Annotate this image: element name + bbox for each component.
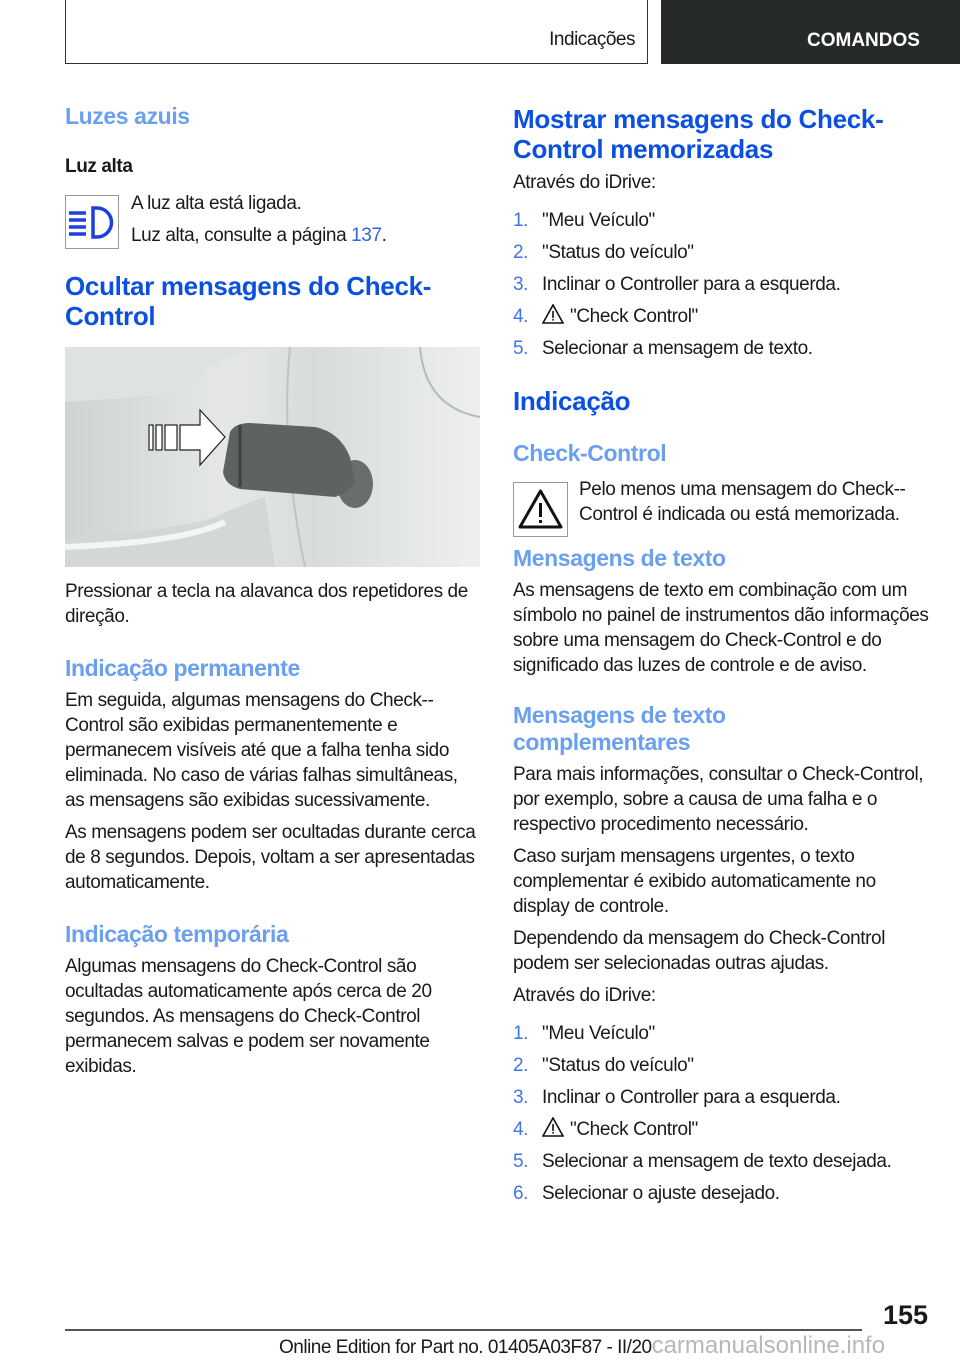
- list-item: [513, 336, 931, 368]
- list-item: [513, 272, 931, 304]
- edition-text: Online Edition for Part no. 01405A03F87 - II/20: [279, 1337, 652, 1358]
- list-item: [513, 240, 931, 272]
- step-number: 5.: [513, 1151, 529, 1172]
- step-text: Inclinar o Controller para a esquerda.: [542, 274, 841, 295]
- luz-alta-text: A luz alta está ligada.: [131, 193, 302, 214]
- idrive-label-2: Através do iDrive:: [513, 985, 656, 1006]
- step-number: 3.: [513, 274, 529, 295]
- list-item: [513, 1053, 931, 1085]
- page-link-137[interactable]: 137: [351, 225, 382, 246]
- list-item: [513, 208, 931, 240]
- high-beam-icon: [65, 195, 119, 249]
- watermark: carmanualsonline.info: [651, 1332, 886, 1359]
- luz-alta-ref: Luz alta, consulte a página: [131, 225, 352, 246]
- list-item: [513, 304, 931, 336]
- warning-triangle-icon: [542, 1117, 564, 1137]
- step-text: "Meu Veículo": [542, 1023, 655, 1044]
- heading-mensagens-complementares: Mensagens de texto complementares: [513, 702, 726, 755]
- heading-mensagens-texto: Mensagens de texto: [513, 545, 726, 571]
- header-section: [65, 0, 648, 64]
- list-item: [513, 1021, 931, 1053]
- msg-text: As mensagens de texto em combinação com um símbolo no painel de instrumentos dão informações sobre uma mensagem do Check-Control e do significado das luzes de controle e de aviso.: [513, 580, 929, 676]
- heading-indicacao-temporaria: Indicação temporária: [65, 921, 289, 947]
- step-text: "Check Control": [570, 1119, 698, 1140]
- warning-triangle-icon: [542, 304, 564, 324]
- perm-text-1: Em seguida, algumas mensagens do Check--Control são exibidas permanentemente e permanecem visíveis até que a falha tenha sido eliminada. No caso de várias falhas simultâneas, as mensagens são exibidas sucessivamente.: [65, 690, 458, 811]
- step-number: 6.: [513, 1183, 529, 1204]
- footer-divider: [65, 1329, 862, 1331]
- warning-triangle-icon: [513, 482, 568, 537]
- idrive-label: Através do iDrive:: [513, 172, 656, 193]
- chapter-title: COMANDOS: [807, 30, 920, 51]
- heading-luz-alta: Luz alta: [65, 156, 133, 177]
- temp-text: Algumas mensagens do Check-Control são ocultadas automaticamente após cerca de 20 segundos. As mensagens do Check-Control permanecem salvas e podem ser novamente exibidas.: [65, 956, 432, 1077]
- header-chapter: [661, 0, 960, 64]
- heading-mostrar: Mostrar mensagens do Check-Control memorizadas: [513, 104, 884, 164]
- heading-ocultar: Ocultar mensagens do Check-Control: [65, 271, 432, 331]
- lever-caption: Pressionar a tecla na alavanca dos repetidores de direção.: [65, 581, 468, 627]
- step-number: 4.: [513, 306, 529, 327]
- steps-list-1: [513, 208, 931, 368]
- compl-text-3: Dependendo da mensagem do Check-Control podem ser selecionadas outras ajudas.: [513, 928, 886, 974]
- step-text: "Status do veículo": [542, 242, 694, 263]
- steps-list-2: [513, 1021, 931, 1213]
- heading-indicacao: Indicação: [513, 386, 631, 416]
- list-item: [513, 1181, 931, 1213]
- step-number: 5.: [513, 338, 529, 359]
- step-number: 2.: [513, 1055, 529, 1076]
- compl-text-1: Para mais informações, consultar o Check-Control, por exemplo, sobre a causa de uma falha e o respectivo procedimento necessário.: [513, 764, 924, 835]
- list-item: [513, 1149, 931, 1181]
- compl-text-2: Caso surjam mensagens urgentes, o texto complementar é exibido automaticamente no display de controle.: [513, 846, 876, 917]
- step-text: "Status do veículo": [542, 1055, 694, 1076]
- step-text: Inclinar o Controller para a esquerda.: [542, 1087, 841, 1108]
- step-number: 3.: [513, 1087, 529, 1108]
- step-text: "Check Control": [570, 306, 698, 327]
- heading-indicacao-permanente: Indicação permanente: [65, 655, 300, 681]
- step-number: 1.: [513, 1023, 529, 1044]
- check-control-text: Pelo menos uma mensagem do Check--Control é indicada ou está memorizada.: [579, 479, 906, 525]
- step-text: Selecionar o ajuste desejado.: [542, 1183, 780, 1204]
- step-number: 4.: [513, 1119, 529, 1140]
- step-text: Selecionar a mensagem de texto desejada.: [542, 1151, 892, 1172]
- perm-text-2: As mensagens podem ser ocultadas durante cerca de 8 segundos. Depois, voltam a ser apresentadas automaticamente.: [65, 822, 476, 893]
- step-text: Selecionar a mensagem de texto.: [542, 338, 813, 359]
- step-number: 2.: [513, 242, 529, 263]
- list-item: [513, 1117, 931, 1149]
- section-title: Indicações: [549, 29, 635, 50]
- heading-check-control: Check-Control: [513, 440, 667, 466]
- page-number: 155: [882, 1300, 928, 1330]
- turn-signal-lever-image: [65, 347, 480, 567]
- heading-luzes-azuis: Luzes azuis: [65, 103, 190, 129]
- list-item: [513, 1085, 931, 1117]
- step-number: 1.: [513, 210, 529, 231]
- period: .: [381, 225, 387, 246]
- step-text: "Meu Veículo": [542, 210, 655, 231]
